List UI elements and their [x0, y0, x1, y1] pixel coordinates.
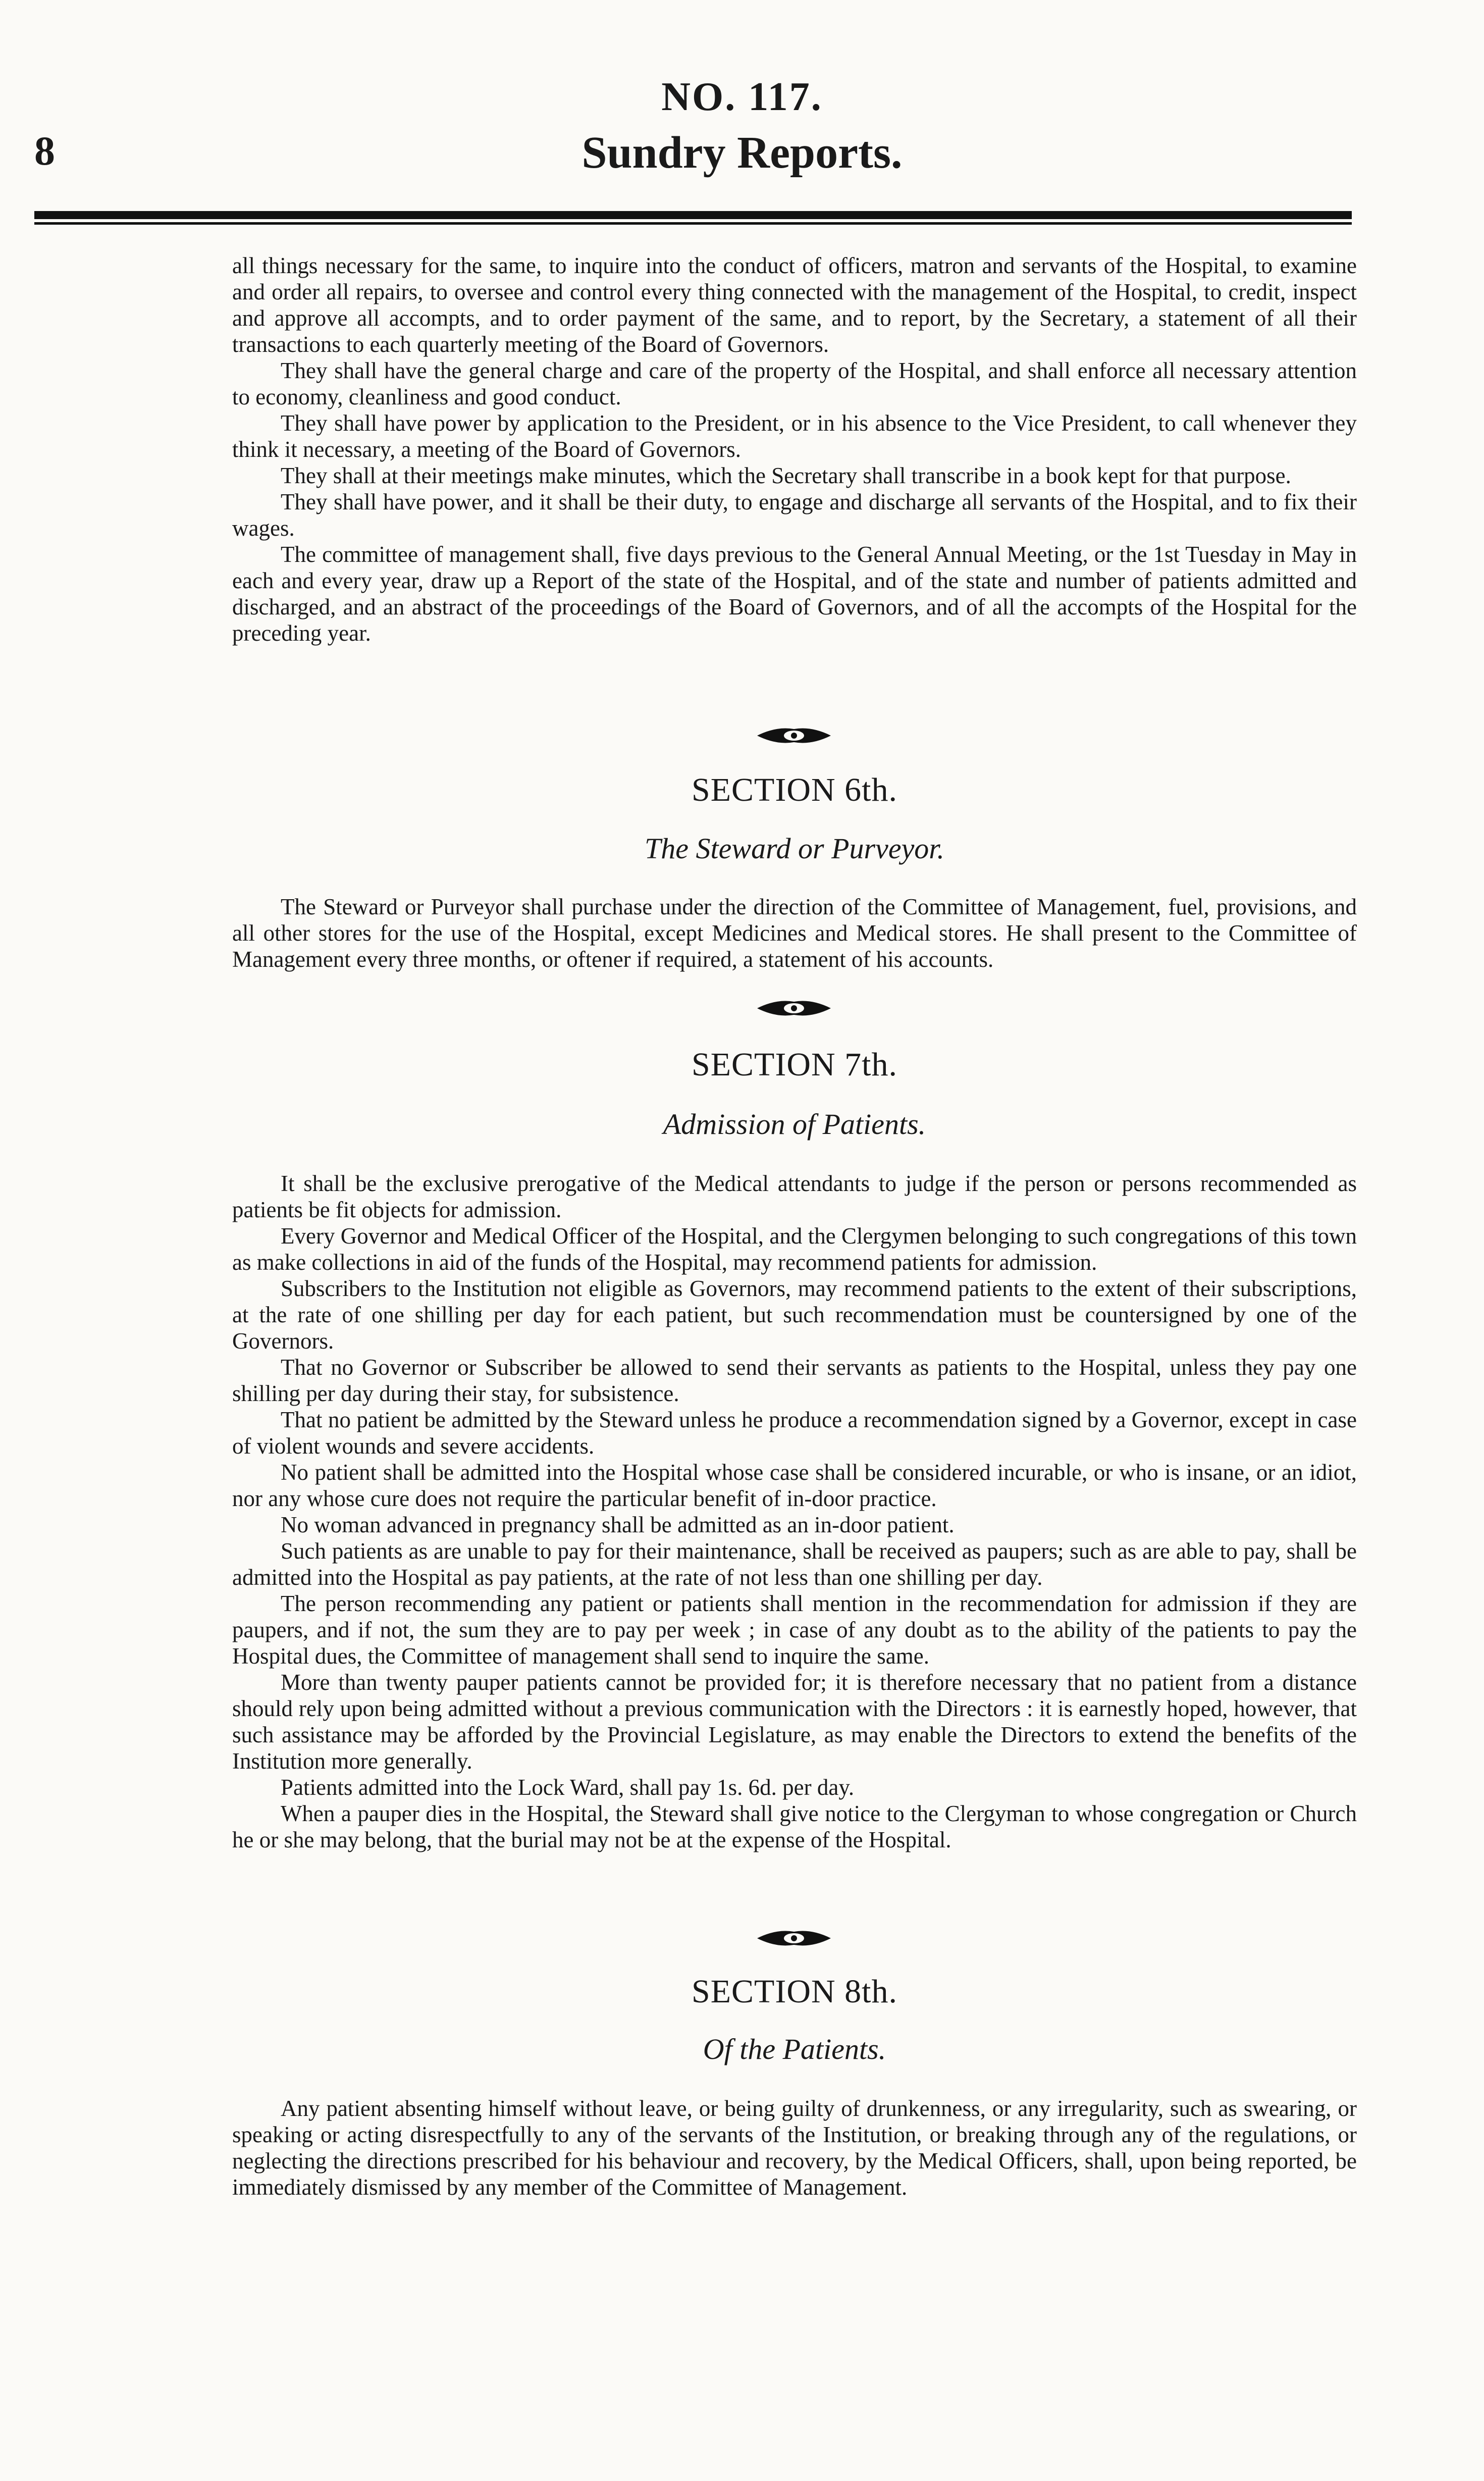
page-number: 8	[34, 128, 55, 174]
paragraph: It shall be the exclusive prerogative of the Medical attendants to judge if the person or persons recommended as patients be fit objects for admission.	[232, 1171, 1357, 1222]
paragraph: Any patient absenting himself without leave, or being guilty of drunkenness, or any irregularity, such as swearing, or speaking or acting disrespectfully to any of the servants of the Institution, or breaking through any of the regulations, or neglecting the directions prescribed for his behaviour and recovery, by the Medical Officers, shall, upon being reported, be immediately dismissed by any member of the Committee of Management.	[232, 2096, 1357, 2200]
paragraph: all things necessary for the same, to inquire into the conduct of officers, matron and servants of the Hospital, to examine and order all repairs, to oversee and control every thing connected with the management of the Hospital, to credit, inspect and approve all accompts, and to order payment of the same, and to report, by the Secretary, a statement of all their transactions to each quarterly meeting of the Board of Governors.	[232, 253, 1357, 357]
paragraph: Such patients as are unable to pay for their maintenance, shall be received as paupers; such as are able to pay, shall be admitted into the Hospital as pay patients, at the rate of not less than one shilling per day.	[232, 1538, 1357, 1590]
paragraph: No woman advanced in pregnancy shall be admitted as an in-door patient.	[281, 1512, 955, 1537]
paragraph: Patients admitted into the Lock Ward, shall pay 1s. 6d. per day.	[281, 1775, 855, 1800]
section-6-text	[232, 894, 1357, 972]
header-rule-thin	[34, 222, 1352, 225]
paragraph: That no Governor or Subscriber be allowed to send their servants as patients to the Hospital, unless they pay one shilling per day during their stay, for subsistence.	[232, 1355, 1357, 1406]
section-6-subtitle: The Steward or Purveyor.	[645, 832, 944, 865]
paragraph: The committee of management shall, five days previous to the General Annual Meeting, or the 1st Tuesday in May in each and every year, draw up a Report of the state of the Hospital, and of the state and number of patients admitted and discharged, and an abstract of the proceedings of the Board of Governors, and of all the accompts of the Hospital for the preceding year.	[232, 542, 1357, 646]
intro-text	[232, 252, 1357, 646]
section-6-heading: SECTION 6th.	[692, 771, 897, 808]
section-7-text	[232, 1170, 1357, 1853]
paragraph: Every Governor and Medical Officer of the Hospital, and the Clergymen belonging to such congregations of this town as make collections in aid of the funds of the Hospital, may recommend patients for admission.	[232, 1223, 1357, 1275]
header-rule-thick	[34, 211, 1352, 219]
document-number: NO. 117.	[661, 75, 823, 119]
paragraph: That no patient be admitted by the Steward unless he produce a recommendation signed by a Governor, except in case of violent wounds and severe accidents.	[232, 1407, 1357, 1459]
paragraph: The Steward or Purveyor shall purchase under the direction of the Committee of Management, fuel, provisions, and all other stores for the use of the Hospital, except Medicines and Medical stores. He shall present to the Committee of Management every three months, or oftener if required, a statement of his accounts.	[232, 894, 1357, 972]
section-8-text	[232, 2095, 1357, 2200]
paragraph: More than twenty pauper patients cannot be provided for; it is therefore necessary that no patient from a distance should rely upon being admitted without a previous communication with the Directors : it is earnestly hoped, however, that such assistance may be afforded by the Provincial Legislature, as may enable the Directors to extend the benefits of the Institution more generally.	[232, 1670, 1357, 1774]
paragraph: They shall have power by application to the President, or in his absence to the Vice President, to call whenever they think it necessary, a meeting of the Board of Governors.	[232, 410, 1357, 462]
ornament-divider-icon	[756, 999, 832, 1018]
paragraph: Subscribers to the Institution not eligible as Governors, may recommend patients to the extent of their subscriptions, at the rate of one shilling per day for each patient, but such recommendation must be countersigned by one of the Governors.	[232, 1276, 1357, 1354]
section-7-subtitle: Admission of Patients.	[663, 1108, 926, 1141]
paragraph: They shall have power, and it shall be their duty, to engage and discharge all servants of the Hospital, and to fix their wages.	[232, 489, 1357, 541]
ornament-divider-icon	[756, 726, 832, 745]
section-8-heading: SECTION 8th.	[692, 1973, 897, 2010]
running-title: Sundry Reports.	[581, 128, 903, 178]
paragraph: They shall at their meetings make minutes, which the Secretary shall transcribe in a book kept for that purpose.	[281, 463, 1291, 488]
paragraph: The person recommending any patient or patients shall mention in the recommendation for admission if they are paupers, and if not, the sum they are to pay per week ; in case of any doubt as to the ability of the patients to pay the Hospital dues, the Committee of management shall send to inquire the same.	[232, 1591, 1357, 1669]
paragraph: No patient shall be admitted into the Hospital whose case shall be considered incurable, or who is insane, or an idiot, nor any whose cure does not require the particular benefit of in-door practice.	[232, 1460, 1357, 1511]
section-8-subtitle: Of the Patients.	[703, 2033, 886, 2065]
section-7-heading: SECTION 7th.	[692, 1046, 897, 1083]
paragraph: They shall have the general charge and care of the property of the Hospital, and shall enforce all necessary attention to economy, cleanliness and good conduct.	[232, 358, 1357, 409]
ornament-divider-icon	[756, 1929, 832, 1948]
paragraph: When a pauper dies in the Hospital, the Steward shall give notice to the Clergyman to whose congregation or Church he or she may belong, that the burial may not be at the expense of the Hospital.	[232, 1801, 1357, 1852]
